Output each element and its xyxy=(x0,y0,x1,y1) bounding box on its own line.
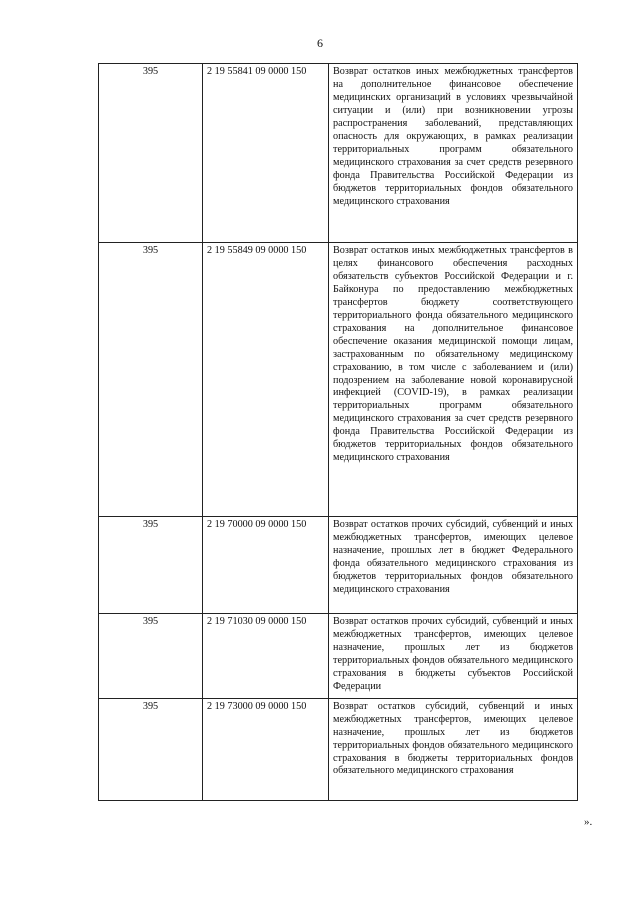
kbk-cell: 2 19 70000 09 0000 150 xyxy=(203,517,329,614)
admin-code-cell: 395 xyxy=(99,698,203,800)
description-cell: Возврат остатков субсидий, субвенций и иных межбюджетных трансфертов, имеющих целевое назначение, прошлых лет из бюджетов территориальных фондов обязательного медицинского страхования в бюджеты территориальных фондов обязательного медицинского страхования xyxy=(329,698,578,800)
admin-code-cell: 395 xyxy=(99,243,203,517)
description-cell: Возврат остатков прочих субсидий, субвенций и иных межбюджетных трансфертов, имеющих целевое назначение, прошлых лет в бюджет Федерального фонда обязательного медицинского страхования из бюджетов территориальных фондов обязательного медицинского страхования xyxy=(329,517,578,614)
kbk-cell: 2 19 73000 09 0000 150 xyxy=(203,698,329,800)
table-row xyxy=(99,64,578,243)
admin-code-cell: 395 xyxy=(99,517,203,614)
closing-quote: ». xyxy=(584,816,593,828)
admin-code-cell: 395 xyxy=(99,64,203,243)
table-row xyxy=(99,243,578,517)
description-cell: Возврат остатков иных межбюджетных трансфертов на дополнительное финансовое обеспечение медицинских организаций в условиях чрезвычайной ситуации и (или) при возникновении угрозы распространения заболеваний, представляющих опасность для окружающих, в рамках реализации территориальных программ обязательного медицинского страхования за счет средств резервного фонда Правительства Российской Федерации из бюджетов территориальных фондов обязательного медицинского страхования xyxy=(329,64,578,243)
description-cell: Возврат остатков прочих субсидий, субвенций и иных межбюджетных трансфертов, имеющих целевое назначение, прошлых лет из бюджетов территориальных фондов обязательного медицинского страхования в бюджеты субъектов Российской Федерации xyxy=(329,614,578,699)
table-row xyxy=(99,517,578,614)
admin-code-cell: 395 xyxy=(99,614,203,699)
table-row xyxy=(99,614,578,699)
kbk-cell: 2 19 71030 09 0000 150 xyxy=(203,614,329,699)
page-number: 6 xyxy=(317,36,323,50)
kbk-cell: 2 19 55849 09 0000 150 xyxy=(203,243,329,517)
kbk-cell: 2 19 55841 09 0000 150 xyxy=(203,64,329,243)
budget-codes-table xyxy=(98,63,578,801)
description-cell: Возврат остатков иных межбюджетных трансфертов в целях финансового обеспечения расходных обязательств субъектов Российской Федерации и г. Байконура по предоставлению межбюджетных трансфертов бюджету соответствующего территориального фонда обязательного медицинского страхования на дополнительное финансовое обеспечение оказания медицинской помощи лицам, застрахованным по обязательному медицинскому страхованию, в том числе с заболеванием и (или) подозрением на заболевание новой коронавирусной инфекцией (COVID-19), в рамках реализации территориальных программ обязательного медицинского страхования за счет средств резервного фонда Правительства Российской Федерации из бюджетов территориальных фондов обязательного медицинского страхования xyxy=(329,243,578,517)
table-row xyxy=(99,698,578,800)
